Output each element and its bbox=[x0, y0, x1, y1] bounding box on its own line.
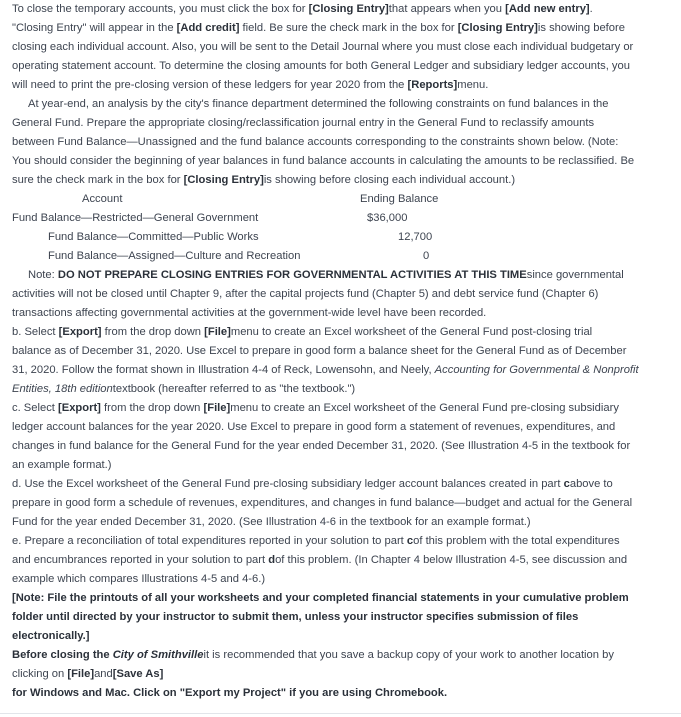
part-d-paragraph: d. Use the Excel worksheet of the General Fund pre-closing subsidiary ledger account balances created in part cabove to prepare in good form a schedule of revenues, expenditures, and changes in fund balance—budget and actual for the General Fund for the year ended December 31, 2020. (See Illustration 4-6 in the textbook for an example format.) bbox=[12, 478, 633, 528]
intro-paragraph: To close the temporary accounts, you must click the box for [Closing Entry]that appears when you [Add new entry]. "Closing Entry" will appear in the [Add credit] field. Be sure the check mark in the box for [Closing Entry]is showing before closing each individual account. Also, you will be sent to the Detail Journal where you must close each individual budgetary or operating statement account. To determine the closing amounts for both General Ledger and subsidiary ledger accounts, you will need to print the pre-closing version of these ledgers for year 2020 from the [Reports]menu. bbox=[12, 3, 634, 91]
table-row bbox=[12, 209, 438, 228]
account-cell: Fund Balance—Committed—Public Works bbox=[48, 231, 259, 243]
note-paragraph: Note: DO NOT PREPARE CLOSING ENTRIES FOR GOVERNMENTAL ACTIVITIES AT THIS TIMEsince governmental activities will not be closed until Chapter 9, after the capital projects fund (Chapter 5) and debt service fund (Chapter 6) transactions affecting governmental activities at the government-wide level have been recorded. bbox=[12, 269, 624, 319]
account-cell: Fund Balance—Assigned—Culture and Recreation bbox=[48, 250, 301, 262]
part-c-paragraph: c. Select [Export] from the drop down [File]menu to create an Excel worksheet of the General Fund pre-closing subsidiary ledger account balances for the year 2020. Use Excel to prepare in good form a statement of revenues, expenditures, and changes in fund balance for the General Fund for the year ended December 31, 2020. (See Illustration 4-5 in the textbook for an example format.) bbox=[12, 402, 631, 471]
balance-cell: $36,000 bbox=[367, 212, 408, 224]
part-a-paragraph: At year-end, an analysis by the city's finance department determined the following constraints on fund balances in the General Fund. Prepare the appropriate closing/reclassification journal entry in the General Fund to reclassify amounts between Fund Balance—Unassigned and the fund balance accounts corresponding to the constraints shown below. (Note: You should consider the beginning of year balances in fund balance accounts in calculating the amounts to be reclassified. Be sure the check mark in the box for [Closing Entry]is showing before closing each individual account.) bbox=[12, 98, 635, 186]
balance-cell: 0 bbox=[423, 250, 430, 262]
table-header-row bbox=[12, 190, 438, 209]
backup-paragraph: Before closing the City of Smithvilleit is recommended that you save a backup copy of your work to another location by clicking on [File]and[Save As] for Windows and Mac. Click on "Export my Project" if you are using Chromebook. bbox=[12, 649, 614, 699]
table-row bbox=[12, 228, 438, 247]
column-header-account: Account bbox=[82, 193, 123, 205]
column-header-balance: Ending Balance bbox=[360, 193, 439, 205]
part-e-paragraph: e. Prepare a reconciliation of total expenditures reported in your solution to part cof this problem with the total expenditures and encumbrances reported in your solution to part dof this problem. (In Chapter 4 below Illustration 4-5, see discussion and example which compares Illustrations 4-5 and 4-6.) bbox=[12, 535, 628, 585]
part-b-paragraph: b. Select [Export] from the drop down [File]menu to create an Excel worksheet of the General Fund post-closing trial balance as of December 31, 2020. Use Excel to prepare in good form a balance sheet for the General Fund as of December 31, 2020. Follow the format shown in Illustration 4-4 of Reck, Lowensohn, and Neely, Accounting for Governmental & Nonprofit Entities, 18th editiontextbook (hereafter referred to as "the textbook.") bbox=[12, 326, 639, 395]
account-cell: Fund Balance—Restricted—General Government bbox=[12, 212, 259, 224]
bottom-divider bbox=[0, 713, 681, 714]
fund-balance-table bbox=[12, 190, 438, 266]
file-note-paragraph: [Note: File the printouts of all your worksheets and your completed financial statements in your cumulative problem folder until directed by your instructor to submit them, unless your instructor specifies submission of files electronically.] bbox=[12, 592, 629, 642]
table-row bbox=[12, 247, 438, 266]
balance-cell: 12,700 bbox=[398, 231, 433, 243]
